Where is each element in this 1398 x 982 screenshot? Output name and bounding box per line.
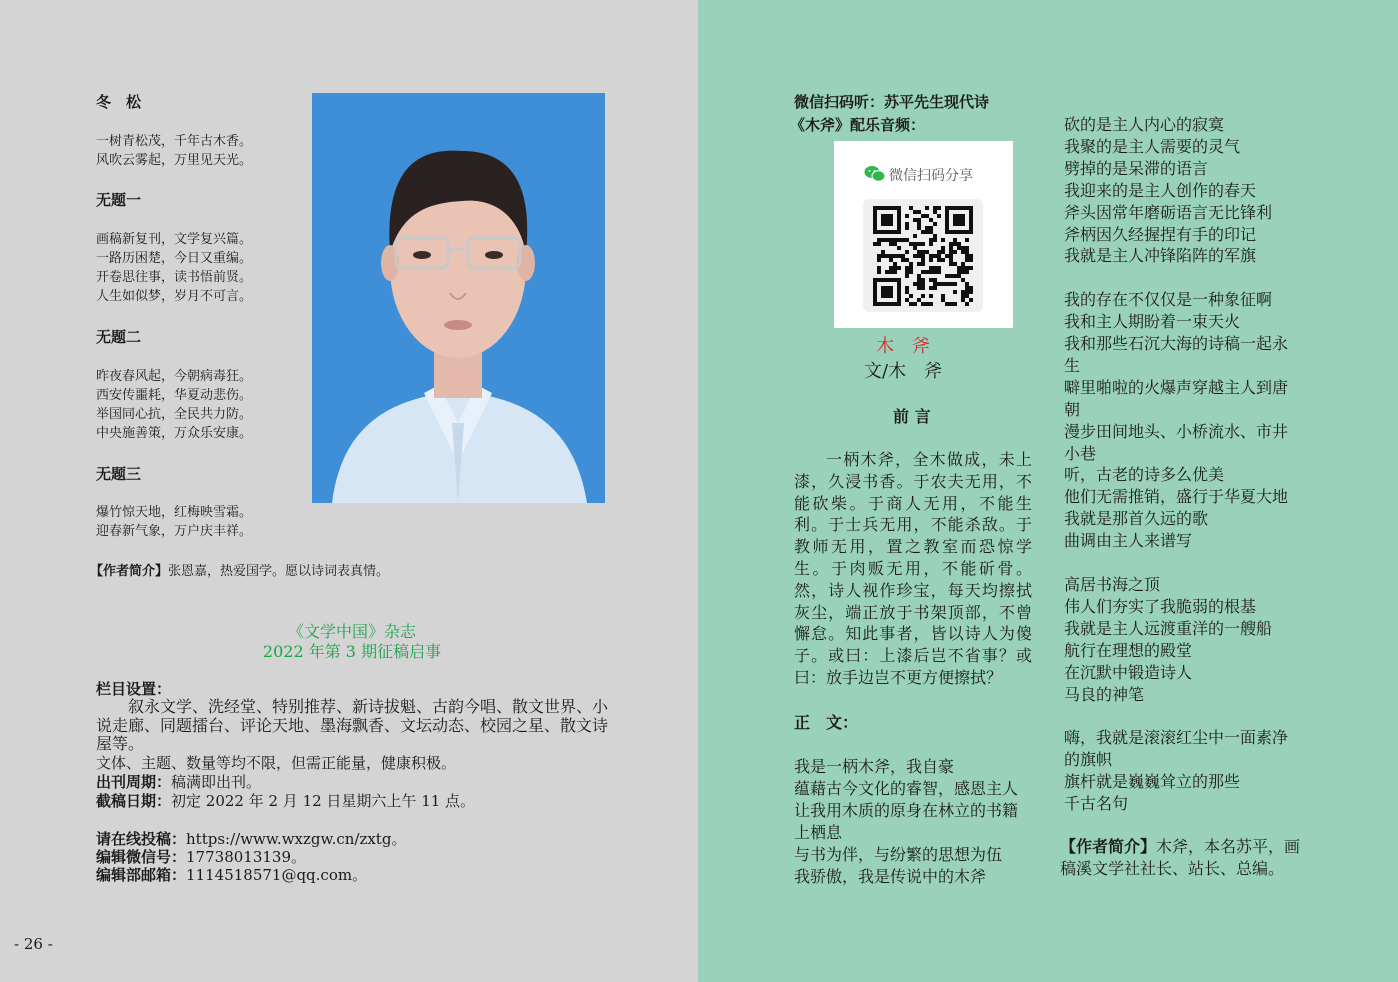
- poem-line: 噼里啪啦的火爆声穿越主人到唐: [1064, 377, 1289, 397]
- poem-line: 爆竹惊天地，红梅映雪霜。: [96, 505, 253, 520]
- body-line: 与书为伴，与纷繁的思想为伍: [794, 845, 1003, 864]
- poem-line: 嗨，我就是滚滚红尘中一面素净: [1064, 728, 1289, 748]
- poem-line: 人生如似梦，岁月不可言。: [96, 289, 253, 304]
- poem-line: 马良的神笔: [1064, 684, 1145, 704]
- period-value: 稿满即出刊。: [171, 773, 262, 791]
- poem-title-wuti3: 无题三: [96, 465, 142, 483]
- scan-instruction-line2: 《木斧》配乐音频：: [790, 116, 926, 134]
- notice-title-issue: 2022 年第 3 期征稿启事: [262, 642, 442, 661]
- poem-line: 举国同心抗，全民共力防。: [96, 407, 253, 422]
- poem-line: 生: [1064, 355, 1081, 375]
- poem-line: 听，古老的诗多么优美: [1064, 465, 1225, 485]
- poem-line: 昨夜春风起，今朝病毒狂。: [96, 369, 253, 384]
- poem-line: 开卷思往事，读书悟前贤。: [96, 270, 253, 285]
- poem-byline: 文/木 斧: [864, 361, 943, 382]
- page-number: - 26 -: [14, 935, 53, 953]
- poem-line: 我和那些石沉大海的诗稿一起永: [1064, 334, 1289, 354]
- body-line: 蕴藉古今文化的睿智，感恩主人: [794, 779, 1019, 798]
- style-text: 文体、主题、数量等均不限，但需正能量，健康积极。: [96, 754, 457, 772]
- period-label: 出刊周期：: [96, 773, 172, 791]
- body-line: 我骄傲，我是传说中的木斧: [794, 867, 987, 886]
- poem-line: 我聚的是主人需要的灵气: [1064, 136, 1241, 156]
- poem-line: 风吹云雾起，万里见天光。: [96, 153, 253, 168]
- poem-line: 砍的是主人内心的寂寞: [1064, 115, 1225, 134]
- qr-code: [863, 199, 983, 312]
- deadline-value: 初定 2022 年 2 月 12 日星期六上午 11 点。: [171, 792, 476, 810]
- poem-line: 高居书海之顶: [1064, 575, 1161, 594]
- email-value: 1114518571@qq.com。: [186, 866, 368, 884]
- poem-line: 斧头因常年磨砺语言无比锋利: [1064, 202, 1273, 222]
- author-bio-label: 【作者简介】: [1060, 837, 1157, 856]
- poem-title-dongsong: 冬 松: [96, 93, 142, 111]
- poem-line: 漫步田间地头、小桥流水、市井: [1064, 421, 1289, 441]
- poem-line: [1064, 267, 1309, 289]
- poem-line: 千古名句: [1064, 794, 1129, 814]
- poem-line: 航行在理想的殿堂: [1064, 640, 1193, 660]
- poem-line: [1064, 705, 1309, 727]
- poem-title-wuti1: 无题一: [96, 191, 142, 209]
- deadline-line: [96, 792, 475, 811]
- poem-line: 斧柄因久经握捏有手的印记: [1064, 224, 1257, 244]
- qr-caption: 微信扫码分享: [889, 168, 973, 184]
- preface-paragraph: 一柄木斧，全木做成，未上漆，久浸书香。于农夫无用，不能砍柴。于商人无用，不能生利。于士兵无用，不能杀敌。于教师无用，置之教室而恐惊学生。于肉贩无用，不能斫骨。然，诗人视作珍宝，每天均擦拭灰尘，端正放于书架顶部，不曾懈怠。知此事者，皆以诗人为傻子。或曰：上漆后岂不省事？或曰：放手边岂不更方便擦拭？: [794, 450, 1032, 687]
- body-line: 我是一柄木斧，我自豪: [794, 757, 955, 776]
- poem-line: 中央施善策，万众乐安康。: [96, 426, 253, 441]
- submit-line: [96, 830, 406, 849]
- poem-line: 在沉默中锻造诗人: [1064, 662, 1193, 682]
- scan-instruction-line1: 微信扫码听：苏平先生现代诗: [794, 93, 990, 111]
- poem-line: 的旗帜: [1064, 750, 1113, 770]
- poem-line: 我就是主人远渡重洋的一艘船: [1064, 618, 1273, 638]
- author-bio-right: [1060, 836, 1306, 880]
- columns-label: 栏目设置：: [96, 680, 172, 698]
- author-bio-text: 木斧，本名苏平，画稿溪文学社社长、站长、总编。: [1060, 837, 1301, 878]
- poem-line: 他们无需推销，盛行于华夏大地: [1064, 487, 1289, 507]
- email-label: 编辑部邮箱：: [96, 866, 187, 884]
- poem-line: 小巷: [1064, 443, 1097, 463]
- poem-line: 我的存在不仅仅是一种象征啊: [1064, 290, 1273, 310]
- qr-code-card[interactable]: [834, 141, 1013, 328]
- submit-label: 请在线投稿：: [96, 830, 187, 848]
- author-bio-label: 【作者简介】: [90, 564, 169, 579]
- poem-line: 画稿新复刊，文学复兴篇。: [96, 232, 253, 247]
- poem-line: 迎春新气象，万户庆丰祥。: [96, 524, 253, 539]
- author-portrait-photo: [312, 93, 605, 503]
- preface-heading: 前 言: [893, 407, 931, 426]
- poem-line: [1064, 552, 1309, 574]
- columns-text: 叙永文学、洗经堂、特别推荐、新诗拔魁、古韵今唱、散文世界、小说走廊、同题擂台、评论天地、墨海飘香、文坛动态、校园之星、散文诗屋等。: [96, 697, 609, 753]
- poem-line: 一路历困楚，今日又重编。: [96, 251, 253, 266]
- wechat-icon: [864, 165, 886, 188]
- wechat-line: [96, 848, 306, 867]
- poem-line: 劈掉的是呆滞的语言: [1064, 158, 1209, 178]
- poem-line: 一树青松茂，千年古木香。: [96, 134, 253, 149]
- poem-line: 伟人们夯实了我脆弱的根基: [1064, 596, 1257, 616]
- submit-url: https://www.wxzgw.cn/zxtg。: [186, 830, 407, 848]
- poem-line: 我迎来的是主人创作的春天: [1064, 180, 1257, 200]
- poem-line: 西安传噩耗，华夏动悲伤。: [96, 388, 253, 403]
- deadline-label: 截稿日期：: [96, 792, 172, 810]
- email-line: [96, 866, 367, 885]
- poem-line: 曲调由主人来谱写: [1064, 531, 1193, 551]
- poem-continuation-column: [1064, 114, 1309, 815]
- body-line: 上栖息: [794, 823, 843, 842]
- poem-title: 木 斧: [876, 336, 930, 357]
- body-heading: 正 文：: [794, 713, 859, 732]
- notice-title-magazine: 《文学中国》杂志: [287, 622, 416, 641]
- poem-line: 旗杆就是巍巍耸立的那些: [1064, 772, 1241, 792]
- poem-line: 朝: [1064, 399, 1081, 419]
- author-bio-text: 张恩嘉，热爱国学。愿以诗词表真情。: [168, 564, 390, 579]
- poem-line: 我和主人期盼着一束天火: [1064, 312, 1241, 332]
- wechat-label: 编辑微信号：: [96, 848, 187, 866]
- period-line: [96, 773, 261, 792]
- poem-line: 我就是主人冲锋陷阵的军旗: [1064, 246, 1257, 266]
- wechat-value: 17738013139。: [186, 848, 306, 866]
- poem-line: 我就是那首久远的歌: [1064, 509, 1209, 529]
- body-line: 让我用木质的原身在林立的书籍: [794, 801, 1019, 820]
- poem-title-wuti2: 无题二: [96, 328, 142, 346]
- author-bio-left: [90, 562, 389, 581]
